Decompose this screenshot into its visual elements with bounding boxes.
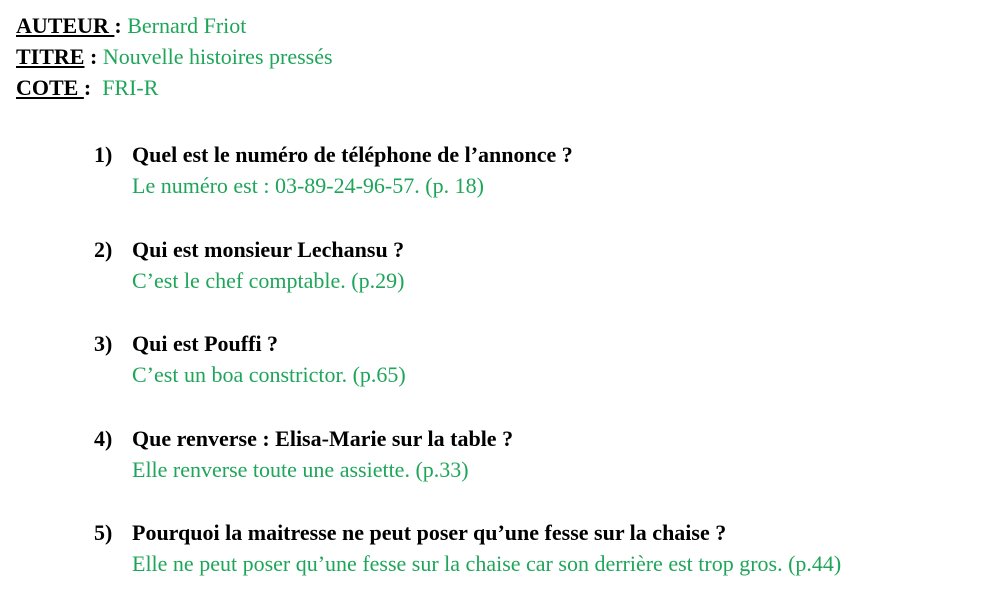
cote-colon: : [83,75,92,100]
answer-text: C’est un boa constrictor. (p.65) [132,362,406,387]
question-text: Quel est le numéro de téléphone de l’annonce ? [132,142,573,167]
title-line [16,41,333,72]
cote-line [16,72,333,103]
cote-label: COTE [16,75,84,100]
question-item [94,517,841,612]
question-text-line [94,328,841,359]
question-item [94,423,841,518]
answer-text: Elle ne peut poser qu’une fesse sur la chaise car son derrière est trop gros. (p.44) [132,551,842,576]
author-colon: : [114,13,122,38]
question-number: 5) [94,520,113,545]
questions-list [94,139,841,612]
question-number: 2) [94,236,113,262]
question-text-line [94,234,841,265]
answer-text: Elle renverse toute une assiette. (p.33) [132,456,469,482]
question-item [94,234,841,329]
question-text: Qui est Pouffi ? [132,331,279,356]
question-number: 3) [94,331,113,356]
question-number: 4) [94,425,113,451]
question-text-line [94,139,841,170]
author-value: Bernard Friot [127,13,247,38]
question-item [94,328,841,423]
question-text: Qui est monsieur Lechansu ? [132,236,405,262]
question-text: Que renverse : Elisa-Marie sur la table ? [132,425,514,451]
question-text: Pourquoi la maitresse ne peut poser qu’une fesse sur la chaise ? [132,520,727,545]
answer-text: C’est le chef comptable. (p.29) [132,267,405,293]
author-label: AUTEUR [16,13,115,38]
cote-value: FRI-R [102,75,159,100]
book-info-header [16,10,333,103]
question-text-line [94,423,841,454]
answer-text: Le numéro est : 03-89-24-96-57. (p. 18) [132,173,484,198]
question-number: 1) [94,142,113,167]
author-line [16,10,333,41]
title-colon: : [89,44,98,69]
title-value: Nouvelle histoires pressés [102,44,333,69]
question-item [94,139,841,234]
question-text-line [94,517,841,548]
title-label: TITRE [16,44,85,69]
